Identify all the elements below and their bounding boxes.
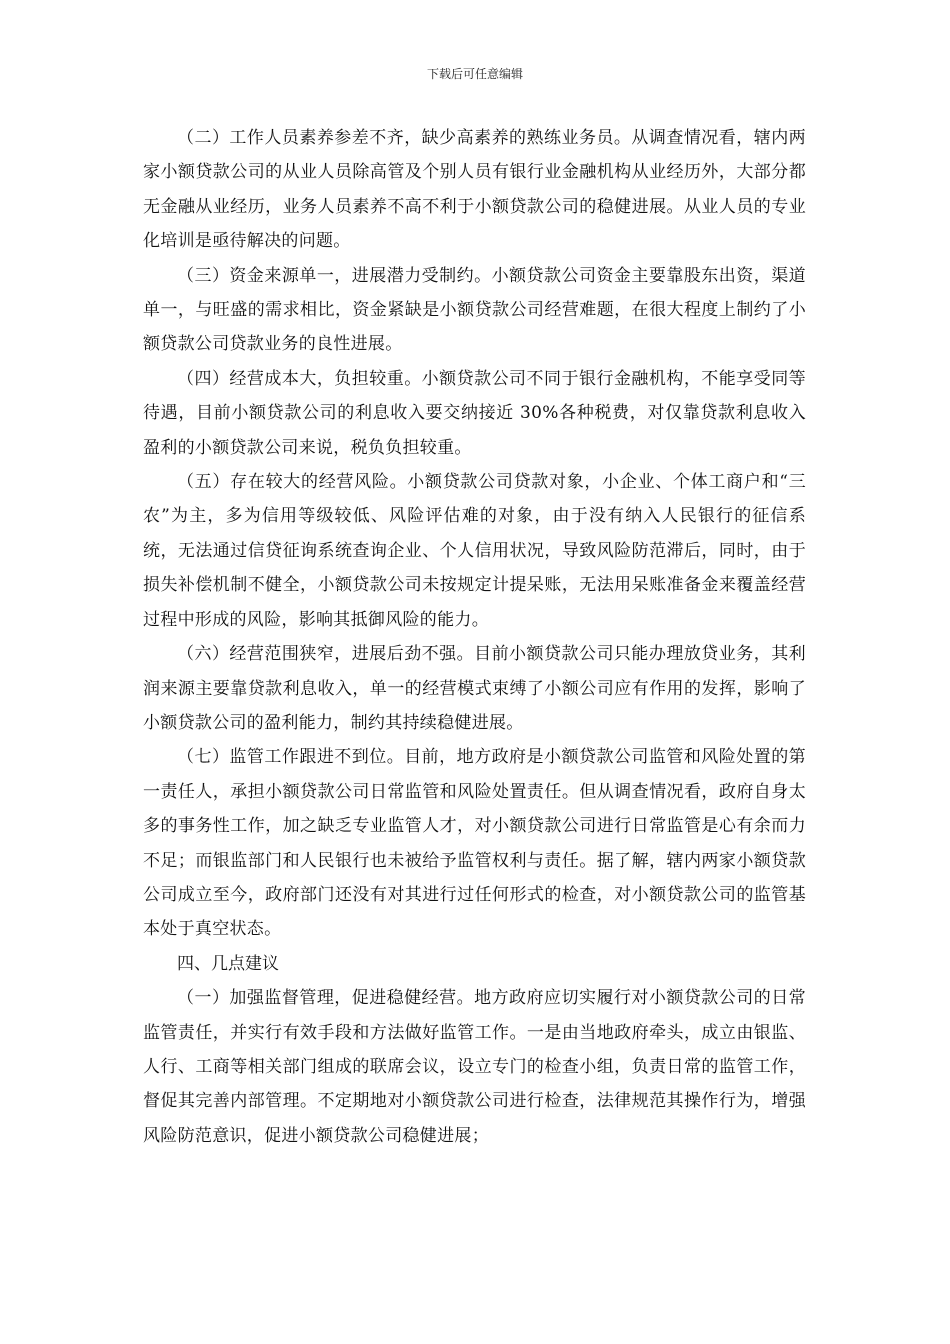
document-body bbox=[143, 121, 806, 1153]
page-header-note: 下载后可任意编辑 bbox=[426, 67, 523, 81]
paragraph-staff-quality: （二）工作人员素养参差不齐，缺少高素养的熟练业务员。从调查情况看，辖内两家小额贷款公司的从业人员除高管及个别人员有银行业金融机构从业经历外，大部分都无金融从业经历，业务人员素养不高不利于小额贷款公司的稳健进展。从业人员的专业化培训是亟待解决的问题。 bbox=[143, 128, 806, 252]
section-heading-suggestions: 四、几点建议 bbox=[177, 953, 279, 974]
paragraph-strengthen-supervision: （一）加强监督管理，促进稳健经营。地方政府应切实履行对小额贷款公司的日常监管责任，并实行有效手段和方法做好监管工作。一是由当地政府牵头，成立由银监、人行、工商等相关部门组成的联席会议，设立专门的检查小组，负责日常的监管工作，督促其完善内部管理。不定期地对小额贷款公司进行检查，法律规范其操作行为，增强风险防范意识，促进小额贷款公司稳健进展； bbox=[143, 988, 806, 1146]
paragraph-operating-cost: （四）经营成本大，负担较重。小额贷款公司不同于银行金融机构，不能享受同等待遇，目前小额贷款公司的利息收入要交纳接近 30%各种税费，对仅靠贷款利息收入盈利的小额贷款公司来说，税负负担较重。 bbox=[143, 368, 806, 458]
paragraph-funding-source: （三）资金来源单一，进展潜力受制约。小额贷款公司资金主要靠股东出资，渠道单一，与旺盛的需求相比，资金紧缺是小额贷款公司经营难题，在很大程度上制约了小额贷款公司贷款业务的良性进展。 bbox=[143, 265, 806, 355]
paragraph-operating-risk: （五）存在较大的经营风险。小额贷款公司贷款对象，小企业、个体工商户和“三农”为主，多为信用等级较低、风险评估难的对象，由于没有纳入人民银行的征信系统，无法通过信贷征询系统查询企业、个人信用状况，导致风险防范滞后，同时，由于损失补偿机制不健全，小额贷款公司未按规定计提呆账，无法用呆账准备金来覆盖经营过程中形成的风险，影响其抵御风险的能力。 bbox=[143, 472, 806, 630]
paragraph-supervision: （七）监管工作跟进不到位。目前，地方政府是小额贷款公司监管和风险处置的第一责任人，承担小额贷款公司日常监管和风险处置责任。但从调查情况看，政府自身太多的事务性工作，加之缺乏专业监管人才，对小额贷款公司进行日常监管是心有余而力不足；而银监部门和人民银行也未被给予监管权利与责任。据了解，辖内两家小额贷款公司成立至今，政府部门还没有对其进行过任何形式的检查，对小额贷款公司的监管基本处于真空状态。 bbox=[143, 747, 806, 940]
paragraph-business-scope: （六）经营范围狭窄，进展后劲不强。目前小额贷款公司只能办理放贷业务，其利润来源主要靠贷款利息收入，单一的经营模式束缚了小额公司应有作用的发挥，影响了小额贷款公司的盈利能力，制约其持续稳健进展。 bbox=[143, 644, 806, 733]
